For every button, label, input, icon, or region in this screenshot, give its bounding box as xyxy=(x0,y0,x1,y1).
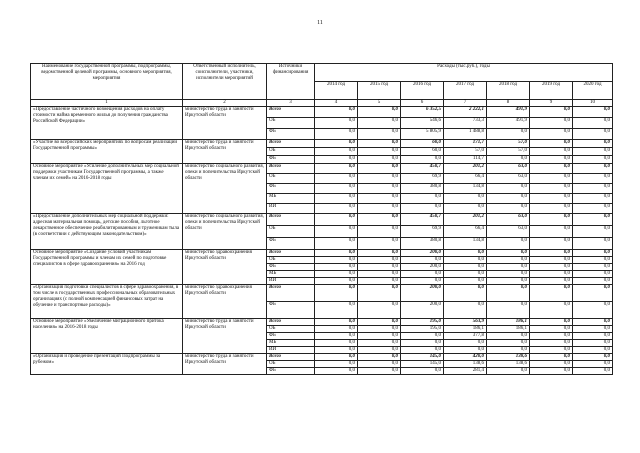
amount-cell: 6 352,5 xyxy=(401,107,444,118)
amount-cell: 195,0 xyxy=(401,319,444,326)
funding-source-cell: Всего xyxy=(267,107,315,118)
funding-source-cell: МБ xyxy=(267,340,315,347)
funding-source-cell: ФБ xyxy=(267,368,315,375)
amount-cell: 0,0 xyxy=(358,285,401,302)
amount-cell: 0,0 xyxy=(315,118,358,129)
amount-cell: 0,0 xyxy=(401,340,444,347)
table-row xyxy=(31,164,613,174)
amount-cell: 66,4 xyxy=(444,226,487,238)
amount-cell: 0,0 xyxy=(358,264,401,271)
amount-cell: 380,8 xyxy=(401,238,444,250)
amount-cell: 0,0 xyxy=(358,140,401,148)
funding-source-cell: ФБ xyxy=(267,238,315,250)
amount-cell: 491,9 xyxy=(487,118,530,129)
amount-cell: 0,0 xyxy=(444,271,487,278)
funding-source-cell: ФБ xyxy=(267,184,315,194)
column-number: 6 xyxy=(401,100,444,107)
table-row xyxy=(31,285,613,302)
amount-cell: 563,9 xyxy=(444,319,487,326)
amount-cell: 0,0 xyxy=(530,238,573,250)
funding-source-cell: Всего xyxy=(267,250,315,257)
amount-cell: 0,0 xyxy=(358,368,401,375)
funding-source-cell: ФБ xyxy=(267,264,315,271)
funding-source-cell: ФБ xyxy=(267,333,315,340)
measure-name-cell: Основное мероприятие «Усиление дополнительных мер социальной поддержки участникам Государственной программы, а также членам их семей» на 2016-2018 годы xyxy=(31,164,183,214)
amount-cell: 200,0 xyxy=(401,264,444,271)
measure-name-cell: «Организация подготовки специалистов в сфере здравоохранения, в том числе в государственных профессиональных образовательных организациях (с полной компенсацией финансовых затрат на обучение и транспортные расходы)» xyxy=(31,285,183,319)
amount-cell: 420,0 xyxy=(444,354,487,361)
column-number: 8 xyxy=(487,100,530,107)
amount-cell: 0,0 xyxy=(358,354,401,361)
amount-cell: 450,7 xyxy=(401,164,444,174)
amount-cell: 0,0 xyxy=(530,250,573,257)
amount-cell: 114,7 xyxy=(444,156,487,164)
amount-cell: 0,0 xyxy=(487,264,530,271)
amount-cell: 0,0 xyxy=(530,164,573,174)
amount-cell: 145,0 xyxy=(401,354,444,361)
amount-cell: 0,0 xyxy=(315,148,358,156)
measure-name-cell: Основное мероприятие «Создание условий участникам Государственной программы и членам их семей по подготовке специалистов в сфере здравоохранения» на 2016 год xyxy=(31,250,183,285)
amount-cell: 733,3 xyxy=(444,118,487,129)
amount-cell: 0,0 xyxy=(573,194,613,204)
amount-cell: 0,0 xyxy=(444,302,487,319)
header-year: 2018 год xyxy=(487,82,530,100)
amount-cell: 186,1 xyxy=(487,326,530,333)
amount-cell: 138,6 xyxy=(444,361,487,368)
amount-cell: 0,0 xyxy=(573,319,613,326)
amount-cell: 0,0 xyxy=(573,361,613,368)
amount-cell: 0,0 xyxy=(487,340,530,347)
amount-cell: 0,0 xyxy=(315,257,358,264)
amount-cell: 0,0 xyxy=(401,278,444,285)
amount-cell: 0,0 xyxy=(530,302,573,319)
amount-cell: 0,0 xyxy=(573,226,613,238)
amount-cell: 57,0 xyxy=(487,140,530,148)
amount-cell: 186,1 xyxy=(487,319,530,326)
table-row xyxy=(31,214,613,226)
header-year: 2014 год xyxy=(315,82,358,100)
amount-cell: 0,0 xyxy=(487,333,530,340)
amount-cell: 63,0 xyxy=(487,226,530,238)
amount-cell: 0,0 xyxy=(315,156,358,164)
amount-cell: 0,0 xyxy=(401,257,444,264)
amount-cell: 134,8 xyxy=(444,238,487,250)
amount-cell: 0,0 xyxy=(573,333,613,340)
amount-cell: 171,7 xyxy=(444,140,487,148)
amount-cell: 546,6 xyxy=(401,118,444,129)
amount-cell: 0,0 xyxy=(358,302,401,319)
amount-cell: 0,0 xyxy=(358,361,401,368)
amount-cell: 0,0 xyxy=(444,204,487,214)
table-row xyxy=(31,354,613,361)
amount-cell: 0,0 xyxy=(530,361,573,368)
amount-cell: 0,0 xyxy=(315,271,358,278)
funding-source-cell: ОБ xyxy=(267,361,315,368)
amount-cell: 60,0 xyxy=(401,140,444,148)
amount-cell: 0,0 xyxy=(358,164,401,174)
budget-table-body xyxy=(31,107,613,375)
funding-source-cell: ИИ xyxy=(267,204,315,214)
amount-cell: 0,0 xyxy=(573,118,613,129)
amount-cell: 0,0 xyxy=(444,264,487,271)
amount-cell: 1 488,8 xyxy=(444,129,487,140)
funding-source-cell: ФБ xyxy=(267,129,315,140)
amount-cell: 201,2 xyxy=(444,214,487,226)
amount-cell: 0,0 xyxy=(315,226,358,238)
amount-cell: 0,0 xyxy=(401,271,444,278)
amount-cell: 0,0 xyxy=(573,264,613,271)
table-row xyxy=(31,319,613,326)
executor-cell: министерство труда и занятости Иркутской области xyxy=(183,319,267,354)
amount-cell: 0,0 xyxy=(315,302,358,319)
header-executor: Ответственный исполнитель, соисполнители, участники, исполнители мероприятий xyxy=(183,64,267,100)
amount-cell: 491,9 xyxy=(487,107,530,118)
amount-cell: 0,0 xyxy=(358,148,401,156)
executor-cell: министерство здравоохранения Иркутской области xyxy=(183,285,267,319)
amount-cell: 0,0 xyxy=(530,226,573,238)
amount-cell: 200,0 xyxy=(401,250,444,257)
funding-source-cell: ОБ xyxy=(267,148,315,156)
amount-cell: 0,0 xyxy=(573,271,613,278)
amount-cell: 0,0 xyxy=(444,340,487,347)
amount-cell: 60,0 xyxy=(401,148,444,156)
amount-cell: 0,0 xyxy=(444,250,487,257)
amount-cell: 0,0 xyxy=(530,118,573,129)
measure-name-cell: Основное мероприятие «Увеличение миграционного притока населения» на 2016-2018 годы xyxy=(31,319,183,354)
amount-cell: 0,0 xyxy=(315,278,358,285)
amount-cell: 0,0 xyxy=(358,214,401,226)
amount-cell: 0,0 xyxy=(530,271,573,278)
amount-cell: 0,0 xyxy=(315,204,358,214)
funding-source-cell: ОБ xyxy=(267,174,315,184)
amount-cell: 5 805,9 xyxy=(401,129,444,140)
funding-source-cell: МБ xyxy=(267,271,315,278)
amount-cell: 0,0 xyxy=(358,347,401,354)
amount-cell: 138,6 xyxy=(487,361,530,368)
amount-cell: 0,0 xyxy=(530,214,573,226)
amount-cell: 145,0 xyxy=(401,361,444,368)
header-source: Источники финансирования xyxy=(267,64,315,100)
amount-cell: 57,0 xyxy=(487,148,530,156)
amount-cell: 0,0 xyxy=(315,164,358,174)
amount-cell: 0,0 xyxy=(573,326,613,333)
amount-cell: 0,0 xyxy=(315,354,358,361)
amount-cell: 0,0 xyxy=(573,164,613,174)
funding-source-cell: ОБ xyxy=(267,326,315,333)
funding-source-cell: Всего xyxy=(267,214,315,226)
executor-cell: министерство социального развития, опеки и попечительства Иркутской области xyxy=(183,214,267,250)
executor-cell: министерство социального развития, опеки и попечительства Иркутской области xyxy=(183,164,267,214)
amount-cell: 0,0 xyxy=(315,340,358,347)
amount-cell: 0,0 xyxy=(530,278,573,285)
amount-cell: 0,0 xyxy=(573,278,613,285)
amount-cell: 0,0 xyxy=(358,250,401,257)
funding-source-cell: ИИ xyxy=(267,278,315,285)
amount-cell: 0,0 xyxy=(444,257,487,264)
amount-cell: 0,0 xyxy=(401,347,444,354)
amount-cell: 0,0 xyxy=(358,319,401,326)
amount-cell: 201,2 xyxy=(444,164,487,174)
amount-cell: 0,0 xyxy=(573,354,613,361)
amount-cell: 0,0 xyxy=(358,174,401,184)
amount-cell: 0,0 xyxy=(573,156,613,164)
amount-cell: 0,0 xyxy=(315,250,358,257)
amount-cell: 63,0 xyxy=(487,174,530,184)
amount-cell: 0,0 xyxy=(358,107,401,118)
amount-cell: 0,0 xyxy=(315,140,358,148)
header-year: 2017 год xyxy=(444,82,487,100)
executor-cell: министерство здравоохранения Иркутской области xyxy=(183,250,267,285)
amount-cell: 0,0 xyxy=(573,250,613,257)
amount-cell: 0,0 xyxy=(573,184,613,194)
amount-cell: 281,4 xyxy=(444,368,487,375)
amount-cell: 0,0 xyxy=(530,156,573,164)
amount-cell: 380,8 xyxy=(401,184,444,194)
amount-cell: 0,0 xyxy=(487,368,530,375)
amount-cell: 0,0 xyxy=(573,285,613,302)
amount-cell: 0,0 xyxy=(530,354,573,361)
amount-cell: 69,9 xyxy=(401,174,444,184)
amount-cell: 0,0 xyxy=(530,194,573,204)
table-row xyxy=(31,140,613,148)
amount-cell: 0,0 xyxy=(487,184,530,194)
amount-cell: 0,0 xyxy=(573,238,613,250)
table-row xyxy=(31,107,613,118)
header-year: 2019 год xyxy=(530,82,573,100)
amount-cell: 200,0 xyxy=(401,302,444,319)
amount-cell: 134,8 xyxy=(444,184,487,194)
amount-cell: 2 222,1 xyxy=(444,107,487,118)
amount-cell: 0,0 xyxy=(530,184,573,194)
header-year: 2020 год xyxy=(573,82,613,100)
amount-cell: 0,0 xyxy=(573,140,613,148)
amount-cell: 0,0 xyxy=(573,148,613,156)
amount-cell: 0,0 xyxy=(573,107,613,118)
amount-cell: 0,0 xyxy=(315,107,358,118)
amount-cell: 0,0 xyxy=(487,347,530,354)
amount-cell: 0,0 xyxy=(487,302,530,319)
header-year: 2015 год xyxy=(358,82,401,100)
header-expenses: Расходы (тыс.руб.), годы xyxy=(315,64,613,82)
amount-cell: 0,0 xyxy=(573,214,613,226)
amount-cell: 0,0 xyxy=(401,194,444,204)
executor-cell: министерство труда и занятости Иркутской области xyxy=(183,140,267,164)
amount-cell: 0,0 xyxy=(358,271,401,278)
amount-cell: 0,0 xyxy=(530,319,573,326)
funding-source-cell: Всего xyxy=(267,140,315,148)
amount-cell: 0,0 xyxy=(530,285,573,302)
funding-source-cell: Всего xyxy=(267,164,315,174)
measure-name-cell: «Организация и проведение презентаций Подпрограммы за рубежом» xyxy=(31,354,183,375)
amount-cell: 0,0 xyxy=(358,129,401,140)
amount-cell: 0,0 xyxy=(487,271,530,278)
amount-cell: 0,0 xyxy=(358,238,401,250)
amount-cell: 0,0 xyxy=(315,174,358,184)
amount-cell: 0,0 xyxy=(401,368,444,375)
amount-cell: 0,0 xyxy=(315,285,358,302)
amount-cell: 0,0 xyxy=(530,204,573,214)
amount-cell: 186,1 xyxy=(444,326,487,333)
amount-cell: 200,0 xyxy=(401,285,444,302)
column-number: 4 xyxy=(315,100,358,107)
amount-cell: 0,0 xyxy=(358,226,401,238)
amount-cell: 0,0 xyxy=(315,347,358,354)
amount-cell: 0,0 xyxy=(573,368,613,375)
amount-cell: 57,0 xyxy=(444,148,487,156)
amount-cell: 0,0 xyxy=(315,361,358,368)
measure-name-cell: «Участие во всероссийских мероприятиях по вопросам реализации Государственной программы» xyxy=(31,140,183,164)
funding-source-cell: ФБ xyxy=(267,156,315,164)
amount-cell: 0,0 xyxy=(487,250,530,257)
amount-cell: 0,0 xyxy=(530,107,573,118)
amount-cell: 195,0 xyxy=(401,326,444,333)
executor-cell: министерство труда и занятости Иркутской области xyxy=(183,107,267,140)
amount-cell: 0,0 xyxy=(315,184,358,194)
amount-cell: 0,0 xyxy=(358,118,401,129)
measure-name-cell: «Предоставление частичного возмещения расходов на оплату стоимости найма временного жилья до получения гражданства Российской Федерации» xyxy=(31,107,183,140)
amount-cell: 0,0 xyxy=(487,129,530,140)
header-year: 2016 год xyxy=(401,82,444,100)
amount-cell: 0,0 xyxy=(530,347,573,354)
funding-source-cell: МБ xyxy=(267,194,315,204)
amount-cell: 0,0 xyxy=(401,156,444,164)
amount-cell: 0,0 xyxy=(530,140,573,148)
amount-cell: 0,0 xyxy=(358,340,401,347)
amount-cell: 0,0 xyxy=(315,238,358,250)
funding-source-cell: Всего xyxy=(267,319,315,326)
amount-cell: 0,0 xyxy=(487,278,530,285)
amount-cell: 0,0 xyxy=(401,204,444,214)
amount-cell: 0,0 xyxy=(358,184,401,194)
amount-cell: 0,0 xyxy=(530,174,573,184)
amount-cell: 0,0 xyxy=(358,194,401,204)
amount-cell: 0,0 xyxy=(315,264,358,271)
amount-cell: 0,0 xyxy=(530,148,573,156)
page-number: 11 xyxy=(317,20,323,26)
amount-cell: 0,0 xyxy=(358,257,401,264)
amount-cell: 66,4 xyxy=(444,174,487,184)
amount-cell: 0,0 xyxy=(530,333,573,340)
amount-cell: 0,0 xyxy=(530,340,573,347)
funding-source-cell: ОБ xyxy=(267,226,315,238)
amount-cell: 0,0 xyxy=(401,333,444,340)
amount-cell: 0,0 xyxy=(315,333,358,340)
amount-cell: 0,0 xyxy=(487,156,530,164)
amount-cell: 0,0 xyxy=(444,278,487,285)
amount-cell: 0,0 xyxy=(530,257,573,264)
amount-cell: 0,0 xyxy=(358,333,401,340)
column-number: 7 xyxy=(444,100,487,107)
funding-source-cell: ОБ xyxy=(267,118,315,129)
executor-cell: министерство труда и занятости Иркутской области xyxy=(183,354,267,375)
measure-name-cell: «Предоставление дополнительных мер социальной поддержки: адресная материальная помощь, детские пособия, льготное лекарственное обеспечение реабилитированным и труженикам тыла (в соответствии с действующим законодательством)» xyxy=(31,214,183,250)
column-number: 9 xyxy=(530,100,573,107)
column-number: 5 xyxy=(358,100,401,107)
amount-cell: 0,0 xyxy=(444,285,487,302)
amount-cell: 0,0 xyxy=(358,204,401,214)
amount-cell: 450,7 xyxy=(401,214,444,226)
funding-source-cell: ФБ xyxy=(267,302,315,319)
amount-cell: 0,0 xyxy=(530,264,573,271)
amount-cell: 0,0 xyxy=(487,238,530,250)
amount-cell: 0,0 xyxy=(573,340,613,347)
amount-cell: 0,0 xyxy=(444,194,487,204)
amount-cell: 0,0 xyxy=(315,319,358,326)
amount-cell: 0,0 xyxy=(573,347,613,354)
amount-cell: 0,0 xyxy=(487,194,530,204)
amount-cell: 0,0 xyxy=(487,204,530,214)
column-number: 10 xyxy=(573,100,613,107)
amount-cell: 0,0 xyxy=(530,368,573,375)
amount-cell: 0,0 xyxy=(573,302,613,319)
amount-cell: 0,0 xyxy=(315,368,358,375)
header-name: Наименование государственной программы, подпрограммы, ведомственной целевой программы, основного мероприятия, мероприятия xyxy=(31,64,183,100)
amount-cell: 0,0 xyxy=(530,326,573,333)
amount-cell: 0,0 xyxy=(487,257,530,264)
amount-cell: 0,0 xyxy=(358,278,401,285)
amount-cell: 0,0 xyxy=(315,326,358,333)
table-row xyxy=(31,250,613,257)
funding-source-cell: Всего xyxy=(267,285,315,302)
amount-cell: 138,6 xyxy=(487,354,530,361)
amount-cell: 63,0 xyxy=(487,164,530,174)
amount-cell: 0,0 xyxy=(573,174,613,184)
amount-cell: 377,8 xyxy=(444,333,487,340)
column-number: 2 xyxy=(183,100,267,107)
amount-cell: 0,0 xyxy=(573,204,613,214)
amount-cell: 0,0 xyxy=(573,129,613,140)
amount-cell: 0,0 xyxy=(573,257,613,264)
amount-cell: 0,0 xyxy=(358,326,401,333)
column-number: 3 xyxy=(267,100,315,107)
funding-source-cell: ОБ xyxy=(267,257,315,264)
amount-cell: 63,0 xyxy=(487,214,530,226)
amount-cell: 0,0 xyxy=(358,156,401,164)
amount-cell: 69,9 xyxy=(401,226,444,238)
column-number: 1 xyxy=(31,100,183,107)
amount-cell: 0,0 xyxy=(487,285,530,302)
funding-source-cell: Всего xyxy=(267,354,315,361)
funding-source-cell: ИИ xyxy=(267,347,315,354)
amount-cell: 0,0 xyxy=(315,194,358,204)
amount-cell: 0,0 xyxy=(444,347,487,354)
amount-cell: 0,0 xyxy=(315,214,358,226)
amount-cell: 0,0 xyxy=(315,129,358,140)
budget-table xyxy=(30,63,613,375)
amount-cell: 0,0 xyxy=(530,129,573,140)
